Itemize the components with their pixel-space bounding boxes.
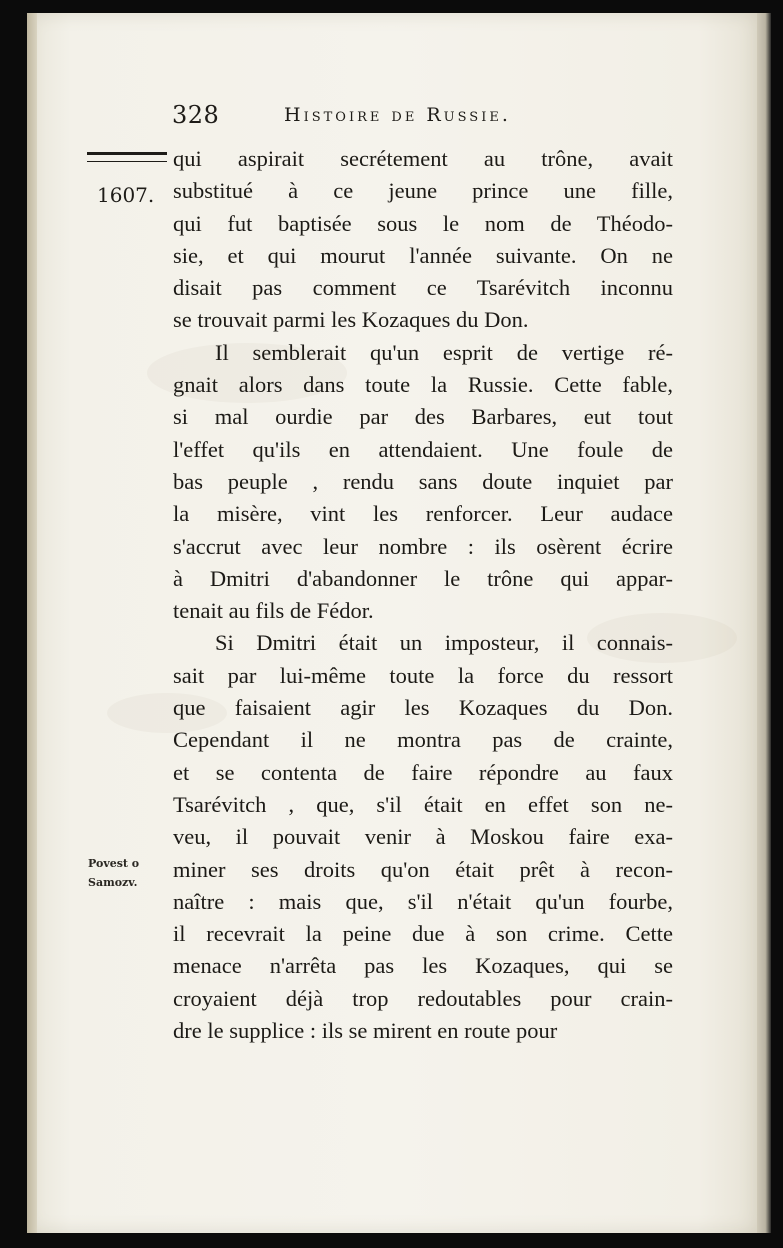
text-line: dre le supplice : ils se mirent en route pour xyxy=(173,1018,558,1044)
text-line: tenait au fils de Fédor. xyxy=(173,598,374,624)
text-line: Si Dmitri était un imposteur, il connais- xyxy=(215,630,673,656)
text-line: gnait alors dans toute la Russie. Cette fable, xyxy=(173,372,673,398)
text-line: et se contenta de faire répondre au faux xyxy=(173,759,673,785)
margin-rule xyxy=(87,152,167,162)
text-line: sait par lui-même toute la force du ressort xyxy=(173,662,673,688)
page-header xyxy=(27,101,757,131)
text-line: se trouvait parmi les Kozaques du Don. xyxy=(173,307,529,333)
book-page xyxy=(27,13,757,1233)
text-line: substitué à ce jeune prince une fille, xyxy=(173,178,673,204)
text-line: s'accrut avec leur nombre : ils osèrent écrire xyxy=(173,533,673,559)
running-title: Histoire de Russie. xyxy=(284,104,511,126)
text-line: veu, il pouvait venir à Moskou faire exa- xyxy=(173,824,673,850)
page-number: 328 xyxy=(172,101,220,129)
binding-shadow xyxy=(27,13,37,1233)
text-line: Il semblerait qu'un esprit de vertige ré- xyxy=(215,339,673,365)
text-line: naître : mais que, s'il n'était qu'un fourbe, xyxy=(173,888,673,914)
text-line: l'effet qu'ils en attendaient. Une foule de xyxy=(173,436,673,462)
text-line: disait pas comment ce Tsarévitch inconnu xyxy=(173,275,673,301)
text-line: croyaient déjà trop redoutables pour crain- xyxy=(173,985,673,1011)
body-text xyxy=(173,143,673,1047)
text-line: que faisaient agir les Kozaques du Don. xyxy=(173,695,673,721)
text-line: bas peuple , rendu sans doute inquiet par xyxy=(173,468,673,494)
page-edge xyxy=(757,13,771,1233)
text-line: miner ses droits qu'on était prêt à recon- xyxy=(173,856,673,882)
text-line: sie, et qui mourut l'année suivante. On ne xyxy=(173,242,673,268)
text-line: qui fut baptisée sous le nom de Théodo- xyxy=(173,210,673,236)
text-line: menace n'arrêta pas les Kozaques, qui se xyxy=(173,953,673,979)
margin-note-line: Povest o xyxy=(88,857,140,870)
text-line: si mal ourdie par des Barbares, eut tout xyxy=(173,404,673,430)
text-line: il recevrait la peine due à son crime. Cette xyxy=(173,921,673,947)
text-line: la misère, vint les renforcer. Leur audace xyxy=(173,501,673,527)
margin-note-line: Samozv. xyxy=(88,876,138,889)
text-line: Cependant il ne montra pas de crainte, xyxy=(173,727,673,753)
text-line: à Dmitri d'abandonner le trône qui appar- xyxy=(173,565,673,591)
text-line: qui aspirait secrétement au trône, avait xyxy=(173,146,673,171)
margin-year: 1607. xyxy=(97,183,155,207)
text-line: Tsarévitch , que, s'il était en effet son ne- xyxy=(173,791,673,817)
margin-note xyxy=(88,854,139,892)
